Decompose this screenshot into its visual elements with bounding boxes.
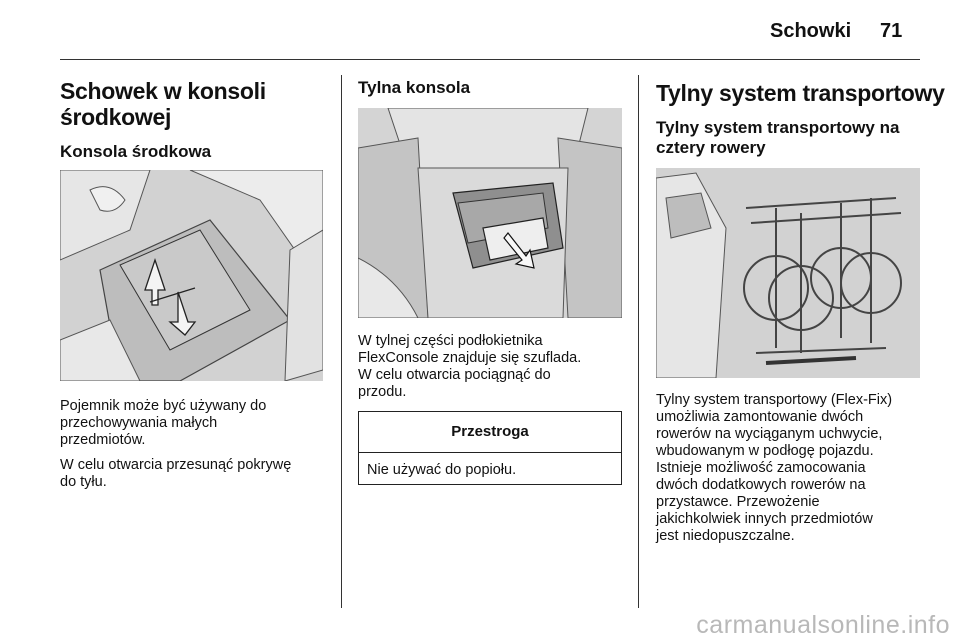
left-column [60, 78, 330, 162]
text-line: jakichkolwiek innych przedmiotów [656, 511, 873, 527]
heading-line: Schowek w konsoli [60, 78, 266, 104]
right-column [656, 80, 956, 158]
paragraph-flexfix [656, 392, 956, 545]
heading-line: Tylny system transportowy na [656, 118, 900, 137]
running-header-title: Schowki [770, 20, 852, 42]
bike-carrier-illustration [656, 168, 920, 378]
heading-line: cztery rowery [656, 138, 766, 157]
text-line: Tylny system transportowy (Flex-Fix) [656, 392, 893, 408]
text-line: wbudowanym w podłogę pojazdu. [656, 443, 874, 459]
caution-title: Przestroga [359, 412, 621, 453]
left-text [60, 398, 330, 491]
subheading-center-console: Konsola środkowa [60, 142, 212, 161]
center-console-illustration [60, 170, 323, 381]
caution-box [358, 411, 622, 485]
text-line: przodu. [358, 384, 407, 400]
paragraph-console-open [60, 457, 330, 491]
text-line: FlexConsole znajduje się szuflada. [358, 350, 582, 366]
column-divider-2 [638, 75, 639, 608]
section-heading-console [60, 78, 330, 130]
middle-column [358, 78, 628, 98]
right-text [656, 392, 956, 545]
text-line: W celu otwarcia pociągnąć do [358, 367, 551, 383]
text-line: przedmiotów. [60, 432, 146, 448]
header-rule [60, 59, 920, 60]
section-heading-rear-carrier: Tylny system transportowy [656, 80, 945, 106]
text-line: W celu otwarcia przesunąć pokrywę [60, 457, 292, 473]
text-line: Pojemnik może być używany do [60, 398, 267, 414]
caution-text: Nie używać do popiołu. [367, 462, 517, 478]
heading-line: środkowej [60, 104, 172, 130]
rear-console-illustration [358, 108, 622, 318]
middle-text [358, 333, 628, 401]
column-divider-1 [341, 75, 342, 608]
text-line: Istnieje możliwość zamocowania [656, 460, 866, 476]
text-line: do tyłu. [60, 474, 107, 490]
subheading-four-bikes [656, 118, 956, 158]
text-line: umożliwia zamontowanie dwóch [656, 409, 864, 425]
text-line: przechowywania małych [60, 415, 218, 431]
text-line: jest niedopuszczalne. [656, 528, 795, 544]
text-line: dwóch dodatkowych rowerów na [656, 477, 866, 493]
paragraph-rear-console [358, 333, 628, 401]
paragraph-console-capacity [60, 398, 330, 449]
page-number: 71 [880, 20, 903, 42]
text-line: rowerów na wyciąganym uchwycie, [656, 426, 883, 442]
section-heading-rear-console: Tylna konsola [358, 78, 471, 97]
text-line: W tylnej części podłokietnika [358, 333, 543, 349]
watermark: carmanualsonline.info [696, 611, 950, 639]
text-line: przystawce. Przewożenie [656, 494, 820, 510]
